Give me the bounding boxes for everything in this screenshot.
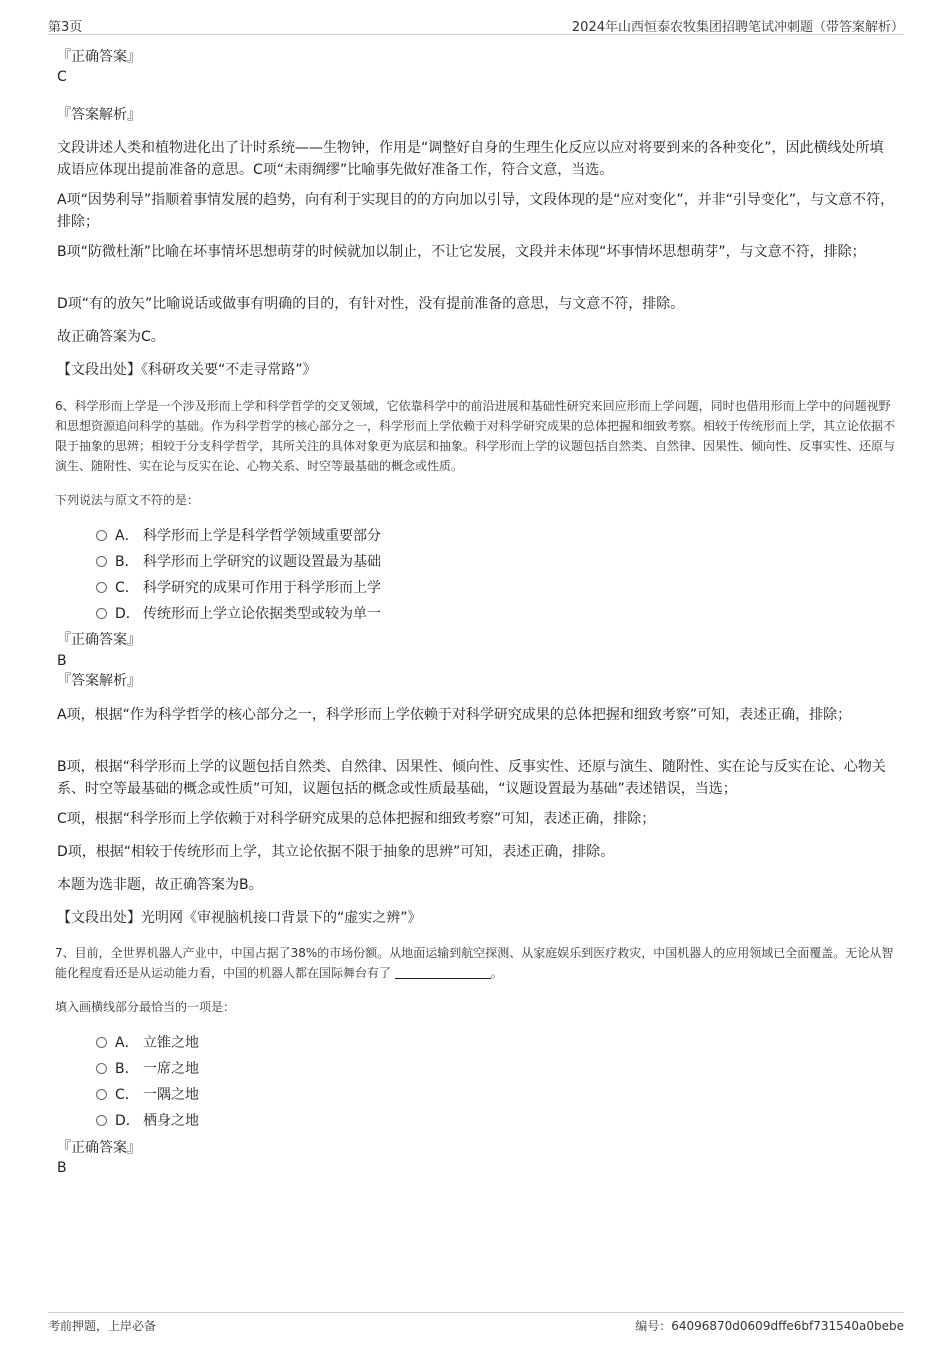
- answer-label: 『正确答案』: [57, 632, 141, 648]
- radio-button[interactable]: [96, 530, 107, 541]
- option-d[interactable]: D． 栖身之地: [96, 1110, 199, 1132]
- answer-value: B: [57, 1160, 67, 1176]
- radio-button[interactable]: [96, 556, 107, 567]
- source-citation: 【文段出处】《科研攻关要“不走寻常路”》: [57, 362, 317, 378]
- analysis-label: 『答案解析』: [57, 107, 141, 123]
- analysis-paragraph: D项，根据“相较于传统形而上学，其立论依据不限于抽象的思辨”可知，表述正确，排除。: [57, 844, 615, 860]
- analysis-paragraph: D项“有的放矢”比喻说话或做事有明确的目的，有针对性，没有提前准备的意思，与文意不符，排除。: [57, 296, 685, 312]
- radio-button[interactable]: [96, 608, 107, 619]
- option-b[interactable]: B． 科学形而上学研究的议题设置最为基础: [96, 551, 381, 573]
- analysis-paragraph: C项，根据“科学形而上学依赖于对科学研究成果的总体把握和细致考察”可知，表述正确，排除；: [57, 811, 656, 827]
- radio-button[interactable]: [96, 1037, 107, 1048]
- document-id: 编号：64096870d0609dffe6bf731540a0bebe: [635, 1319, 904, 1333]
- analysis-paragraph: 文段讲述人类和植物进化出了计时系统——生物钟，作用是“调整好自身的生理生化反应以应对将要到来的各种变化”，因此横线处所填成语应体现出提前准备的意思。C项“未雨绸缪”比喻事先做好准备工作，符合文意，当选。: [57, 140, 884, 178]
- page-header: [48, 12, 904, 35]
- answer-value: B: [57, 653, 67, 669]
- option-b[interactable]: B． 一席之地: [96, 1058, 199, 1080]
- source-citation: 【文段出处】光明网《审视脑机接口背景下的“虚实之辨”》: [57, 910, 422, 926]
- analysis-label: 『答案解析』: [57, 673, 141, 689]
- option-c[interactable]: C． 科学研究的成果可作用于科学形而上学: [96, 577, 381, 599]
- analysis-conclusion: 故正确答案为C。: [57, 329, 165, 345]
- analysis-paragraph: B项，根据“科学形而上学的议题包括自然类、自然律、因果性、倾向性、反事实性、还原与演生、随附性、实在论与反实在论、心物关系、时空等最基础的概念或性质”可知，议题包括的概念或性质最基础，“议题设置最为基础”表述错误，当选；: [57, 759, 886, 797]
- answer-label: 『正确答案』: [57, 1140, 141, 1156]
- option-a[interactable]: A． 立锥之地: [96, 1032, 199, 1054]
- option-a[interactable]: A． 科学形而上学是科学哲学领域重要部分: [96, 525, 381, 547]
- fill-blank-line: [395, 966, 491, 979]
- analysis-paragraph: A项“因势利导”指顺着事情发展的趋势，向有利于实现目的的方向加以引导，文段体现的是“应对变化”，并非“引导变化”，与文意不符，排除；: [57, 192, 895, 230]
- document-title: 2024年山西恒泰农牧集团招聘笔试冲刺题（带答案解析）: [571, 20, 904, 35]
- page-number: 第3页: [48, 20, 83, 35]
- analysis-conclusion: 本题为选非题，故正确答案为B。: [57, 877, 263, 893]
- radio-button[interactable]: [96, 1063, 107, 1074]
- analysis-paragraph: B项“防微杜渐”比喻在坏事情坏思想萌芽的时候就加以制止，不让它发展，文段并未体现“坏事情坏思想萌芽”，与文意不符，排除；: [57, 244, 866, 260]
- footer-slogan: 考前押题，上岸必备: [48, 1319, 157, 1333]
- page-footer: [48, 1312, 904, 1337]
- radio-button[interactable]: [96, 582, 107, 593]
- radio-button[interactable]: [96, 1115, 107, 1126]
- option-c[interactable]: C． 一隅之地: [96, 1084, 199, 1106]
- answer-value: C: [57, 69, 67, 85]
- option-d[interactable]: D． 传统形而上学立论依据类型或较为单一: [96, 603, 381, 625]
- analysis-paragraph: A项，根据“作为科学哲学的核心部分之一，科学形而上学依赖于对科学研究成果的总体把握和细致考察”可知，表述正确，排除；: [57, 707, 852, 723]
- answer-label: 『正确答案』: [57, 49, 141, 65]
- question-stem: 7、目前，全世界机器人产业中，中国占据了38%的市场份额。从地面运输到航空探测、从家庭娱乐到医疗救灾，中国机器人的应用领域已全面覆盖。无论从智能化程度看还是从运动能力看，中国的机器人都在国际舞台有了 。: [55, 946, 894, 980]
- question-prompt: 填入画横线部分最恰当的一项是：: [55, 1000, 236, 1014]
- question-stem: 6、科学形而上学是一个涉及形而上学和科学哲学的交叉领域，它依靠科学中的前沿进展和基础性研究来回应形而上学问题，同时也借用形而上学中的问题视野和思想资源追问科学的基础。作为科学哲学的核心部分之一，科学形而上学依赖于对科学研究成果的总体把握和细致考察。相较于传统形而上学，其立论依据不限于抽象的思辨；相较于分支科学哲学，其所关注的具体对象更为底层和抽象。科学形而上学的议题包括自然类、自然律、因果性、倾向性、反事实性、还原与演生、随附性、实在论与反实在论、心物关系、时空等最基础的概念或性质。: [55, 399, 896, 473]
- radio-button[interactable]: [96, 1089, 107, 1100]
- question-prompt: 下列说法与原文不符的是：: [55, 493, 200, 507]
